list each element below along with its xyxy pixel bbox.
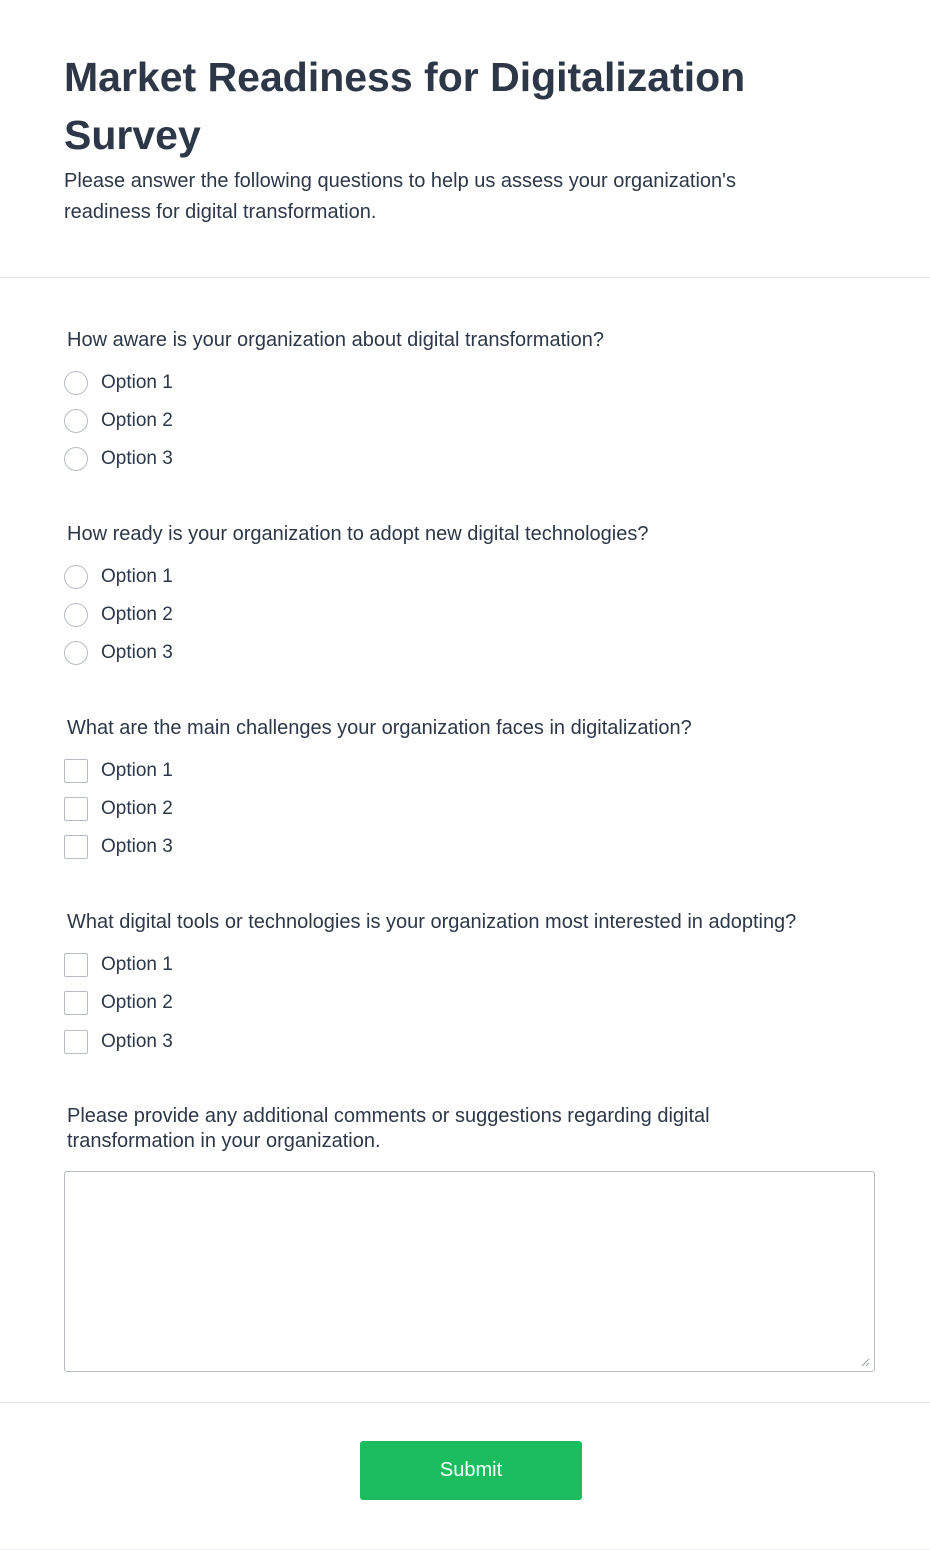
checkbox[interactable] bbox=[64, 835, 88, 859]
question-3-label: What are the main challenges your organization faces in digitalization? bbox=[67, 717, 692, 739]
option-label: Option 2 bbox=[101, 798, 173, 819]
survey-header bbox=[0, 0, 930, 278]
checkbox[interactable] bbox=[64, 953, 88, 977]
checkbox[interactable] bbox=[64, 991, 88, 1015]
page-subtitle: Please answer the following questions to help us assess your organization's readiness for digital transformation. bbox=[64, 170, 736, 223]
question-2-label: How ready is your organization to adopt new digital technologies? bbox=[67, 523, 649, 545]
q1-option-2[interactable] bbox=[64, 408, 173, 434]
option-label: Option 3 bbox=[101, 642, 173, 663]
q4-option-3[interactable] bbox=[64, 1029, 173, 1055]
option-label: Option 1 bbox=[101, 566, 173, 587]
checkbox[interactable] bbox=[64, 759, 88, 783]
page-title: Market Readiness for Digitalization Survey bbox=[64, 54, 746, 158]
radio-button[interactable] bbox=[64, 565, 88, 589]
form-footer bbox=[0, 1402, 930, 1550]
checkbox[interactable] bbox=[64, 797, 88, 821]
q3-option-3[interactable] bbox=[64, 834, 173, 860]
option-label: Option 2 bbox=[101, 992, 173, 1013]
q2-option-2[interactable] bbox=[64, 602, 173, 628]
option-label: Option 3 bbox=[101, 1031, 173, 1052]
q2-option-1[interactable] bbox=[64, 564, 173, 590]
q1-option-3[interactable] bbox=[64, 446, 173, 472]
question-4-label: What digital tools or technologies is your organization most interested in adopting? bbox=[67, 911, 797, 933]
radio-button[interactable] bbox=[64, 409, 88, 433]
q4-option-1[interactable] bbox=[64, 952, 173, 978]
radio-button[interactable] bbox=[64, 371, 88, 395]
comments-textarea[interactable] bbox=[64, 1171, 875, 1372]
option-label: Option 3 bbox=[101, 448, 173, 469]
option-label: Option 2 bbox=[101, 604, 173, 625]
q1-option-1[interactable] bbox=[64, 370, 173, 396]
q3-option-1[interactable] bbox=[64, 758, 173, 784]
radio-button[interactable] bbox=[64, 641, 88, 665]
q2-option-3[interactable] bbox=[64, 640, 173, 666]
q4-option-2[interactable] bbox=[64, 990, 173, 1016]
q3-option-2[interactable] bbox=[64, 796, 173, 822]
option-label: Option 3 bbox=[101, 836, 173, 857]
submit-button[interactable]: Submit bbox=[360, 1441, 582, 1500]
option-label: Option 1 bbox=[101, 954, 173, 975]
question-1-label: How aware is your organization about digital transformation? bbox=[67, 329, 604, 351]
checkbox[interactable] bbox=[64, 1030, 88, 1054]
option-label: Option 2 bbox=[101, 410, 173, 431]
resize-handle-icon[interactable] bbox=[860, 1357, 870, 1367]
radio-button[interactable] bbox=[64, 447, 88, 471]
option-label: Option 1 bbox=[101, 372, 173, 393]
radio-button[interactable] bbox=[64, 603, 88, 627]
comments-label: Please provide any additional comments or suggestions regarding digital transformation in your organization. bbox=[67, 1105, 710, 1152]
option-label: Option 1 bbox=[101, 760, 173, 781]
